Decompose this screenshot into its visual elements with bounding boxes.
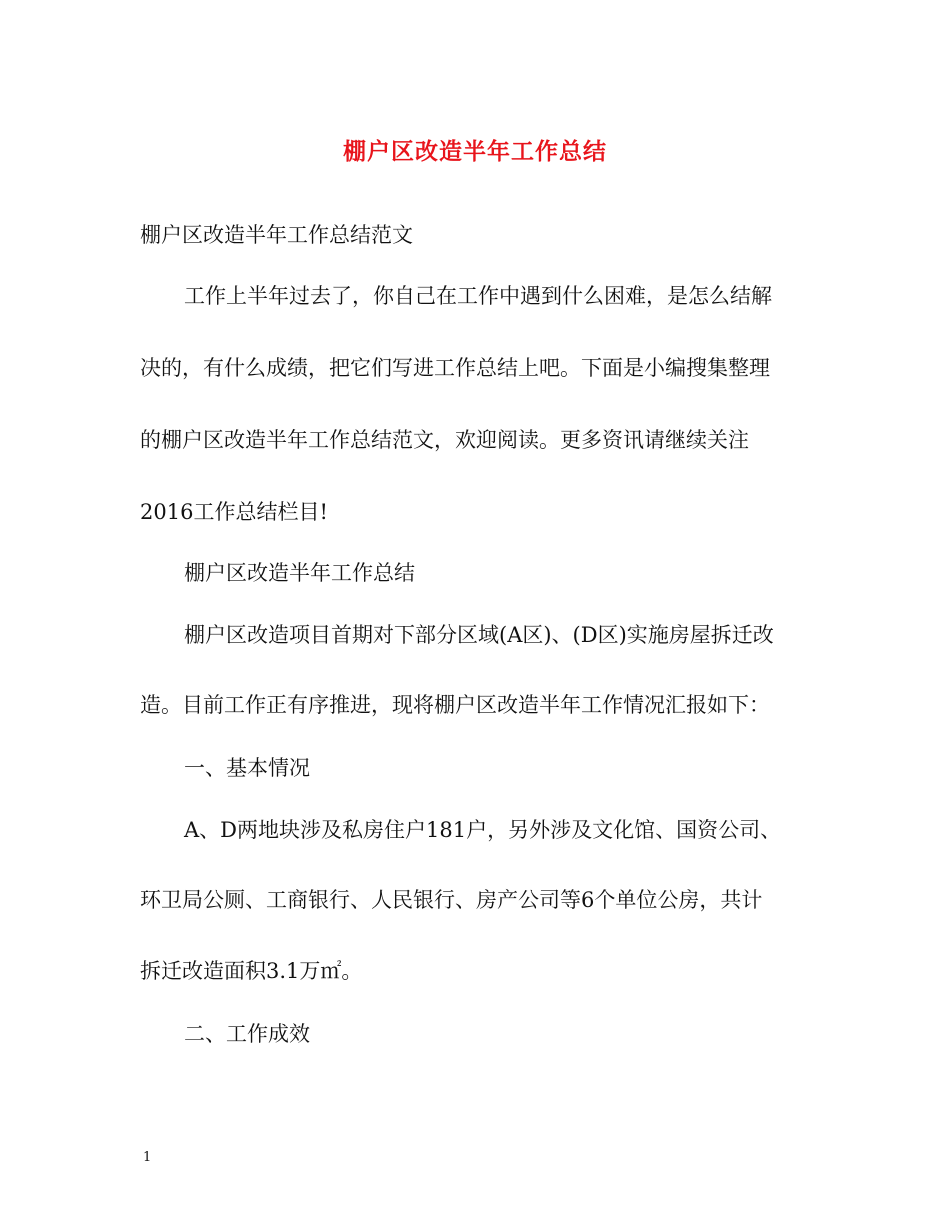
body-line-4: 环卫局公厕、工商银行、人民银行、房产公司等6个单位公房，共计 bbox=[140, 888, 763, 912]
body-line-5: 拆迁改造面积3.1万㎡。 bbox=[140, 959, 363, 983]
heading-basic-situation: 一、基本情况 bbox=[184, 756, 310, 780]
section-heading: 棚户区改造半年工作总结 bbox=[184, 561, 415, 585]
intro-line-4: 2016工作总结栏目! bbox=[140, 500, 328, 524]
intro-line-3: 的棚户区改造半年工作总结范文，欢迎阅读。更多资讯请继续关注 bbox=[140, 428, 749, 452]
page-number: 1 bbox=[143, 1150, 152, 1165]
body-line-2: 造。目前工作正有序推进，现将棚户区改造半年工作情况汇报如下： bbox=[140, 693, 770, 717]
heading-work-results: 二、工作成效 bbox=[184, 1022, 310, 1046]
document-title: 棚户区改造半年工作总结 bbox=[343, 139, 607, 165]
intro-line-2: 决的，有什么成绩，把它们写进工作总结上吧。下面是小编搜集整理 bbox=[140, 356, 770, 380]
body-line-3: A、D两地块涉及私房住户181户，另外涉及文化馆、国资公司、 bbox=[184, 818, 782, 842]
subtitle-line: 棚户区改造半年工作总结范文 bbox=[140, 223, 413, 247]
body-line-1: 棚户区改造项目首期对下部分区域(A区)、(D区)实施房屋拆迁改 bbox=[184, 623, 774, 647]
intro-line-1: 工作上半年过去了，你自己在工作中遇到什么困难，是怎么结解 bbox=[184, 284, 772, 308]
